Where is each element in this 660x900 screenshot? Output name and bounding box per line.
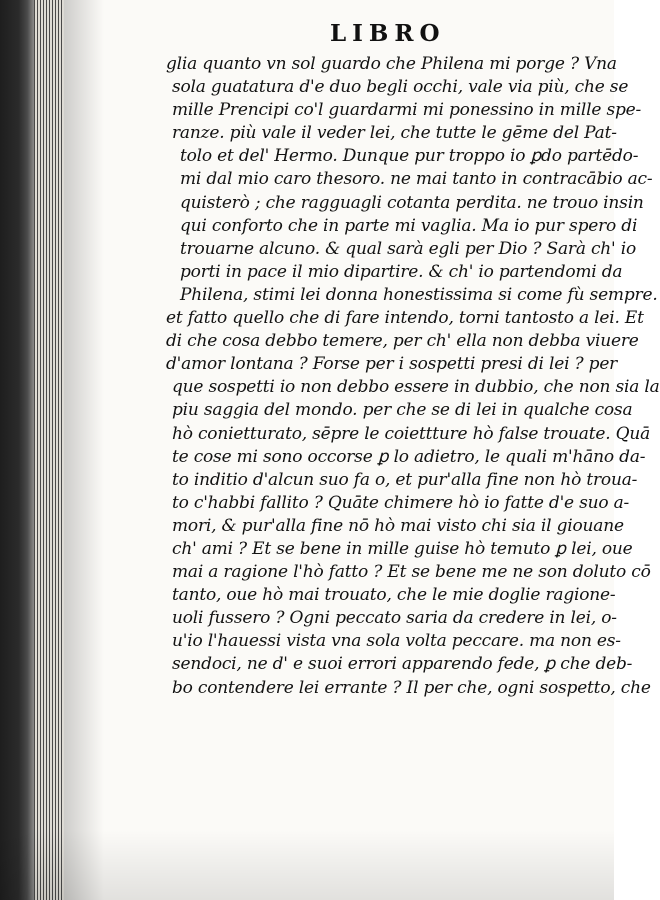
text-line: bo contendere lei errante ? Il per che, ogni sospetto, che (172, 677, 651, 698)
text-line: piu saggia del mondo. per che se di lei in qualche cosa (172, 400, 633, 421)
text-line: que sospetti io non debbo essere in dubbio, che non sia la (172, 377, 660, 398)
text-line: sendoci, ne d' e suoi errori apparendo fede, ꝑ che deb- (172, 654, 633, 675)
text-line: glia quanto vn sol guardo che Philena mi porge ? Vna (166, 54, 617, 74)
text-line: u'io l'hauessi vista vna sola volta peccare. ma non es- (172, 631, 621, 652)
book-gutter (0, 0, 34, 900)
text-line: mai a ragione l'hò fatto ? Et se bene me ne son doluto cō (172, 562, 651, 583)
text-line: porti in pace il mio dipartire. & ch' io partendomi da (180, 261, 623, 282)
text-line: d'amor lontana ? Forse per i sospetti presi di lei ? per (166, 354, 618, 375)
text-line: tanto, oue hò mai trouato, che le mie doglie ragione- (172, 585, 616, 606)
text-line: to c'habbi fallito ? Quāte chimere hò io fatte d'e suo a- (172, 492, 630, 513)
text-line: Philena, stimi lei donna honestissima si come fù sempre. (180, 284, 658, 305)
running-head: LIBRO (330, 20, 446, 47)
text-line: et fatto quello che di fare intendo, torni tantosto a lei. Et (166, 308, 644, 329)
body-text (166, 53, 660, 700)
text-line: sola guatatura d'e duo begli occhi, vale via più, che se (172, 77, 629, 98)
text-line: ch' ami ? Et se bene in mille guise hò temuto ꝑ lei, oue (172, 538, 633, 559)
page-edges (34, 0, 64, 900)
gutter-shadow (64, 0, 104, 900)
text-line: to inditio d'alcun suo fa o, et pur'alla fine non hò troua- (172, 469, 638, 490)
text-line: trouarne alcuno. & qual sarà egli per Dio ? Sarà ch' io (180, 238, 637, 259)
text-line: tolo et del' Hermo. Dunque pur troppo io ꝑdo partēdo- (180, 146, 639, 167)
text-line: quisterò ; che ragguagli cotanta perdita. ne trouo insin (180, 192, 644, 213)
text-line: ranze. più vale il veder lei, che tutte le gēme del Pat- (172, 123, 617, 144)
text-line: uoli fussero ? Ogni peccato saria da credere in lei, o- (172, 608, 617, 629)
text-line: di che cosa debbo temere, per ch' ella non debba viuere (166, 331, 639, 352)
bottom-shadow (0, 830, 614, 900)
text-line: mille Prencipi co'l guardarmi mi ponessino in mille spe- (172, 100, 642, 121)
text-line: hò conietturato, sēpre le coiettture hò false trouate. Quā (172, 423, 651, 444)
text-line: mori, & pur'alla fine nō hò mai visto chi sia il giouane (172, 515, 624, 536)
text-line: qui conforto che in parte mi vaglia. Ma io pur spero di (180, 215, 638, 236)
text-line: mi dal mio caro thesoro. ne mai tanto in contracābio ac- (180, 169, 653, 190)
text-line: te cose mi sono occorse ꝑ lo adietro, le quali m'hāno da- (172, 446, 646, 467)
